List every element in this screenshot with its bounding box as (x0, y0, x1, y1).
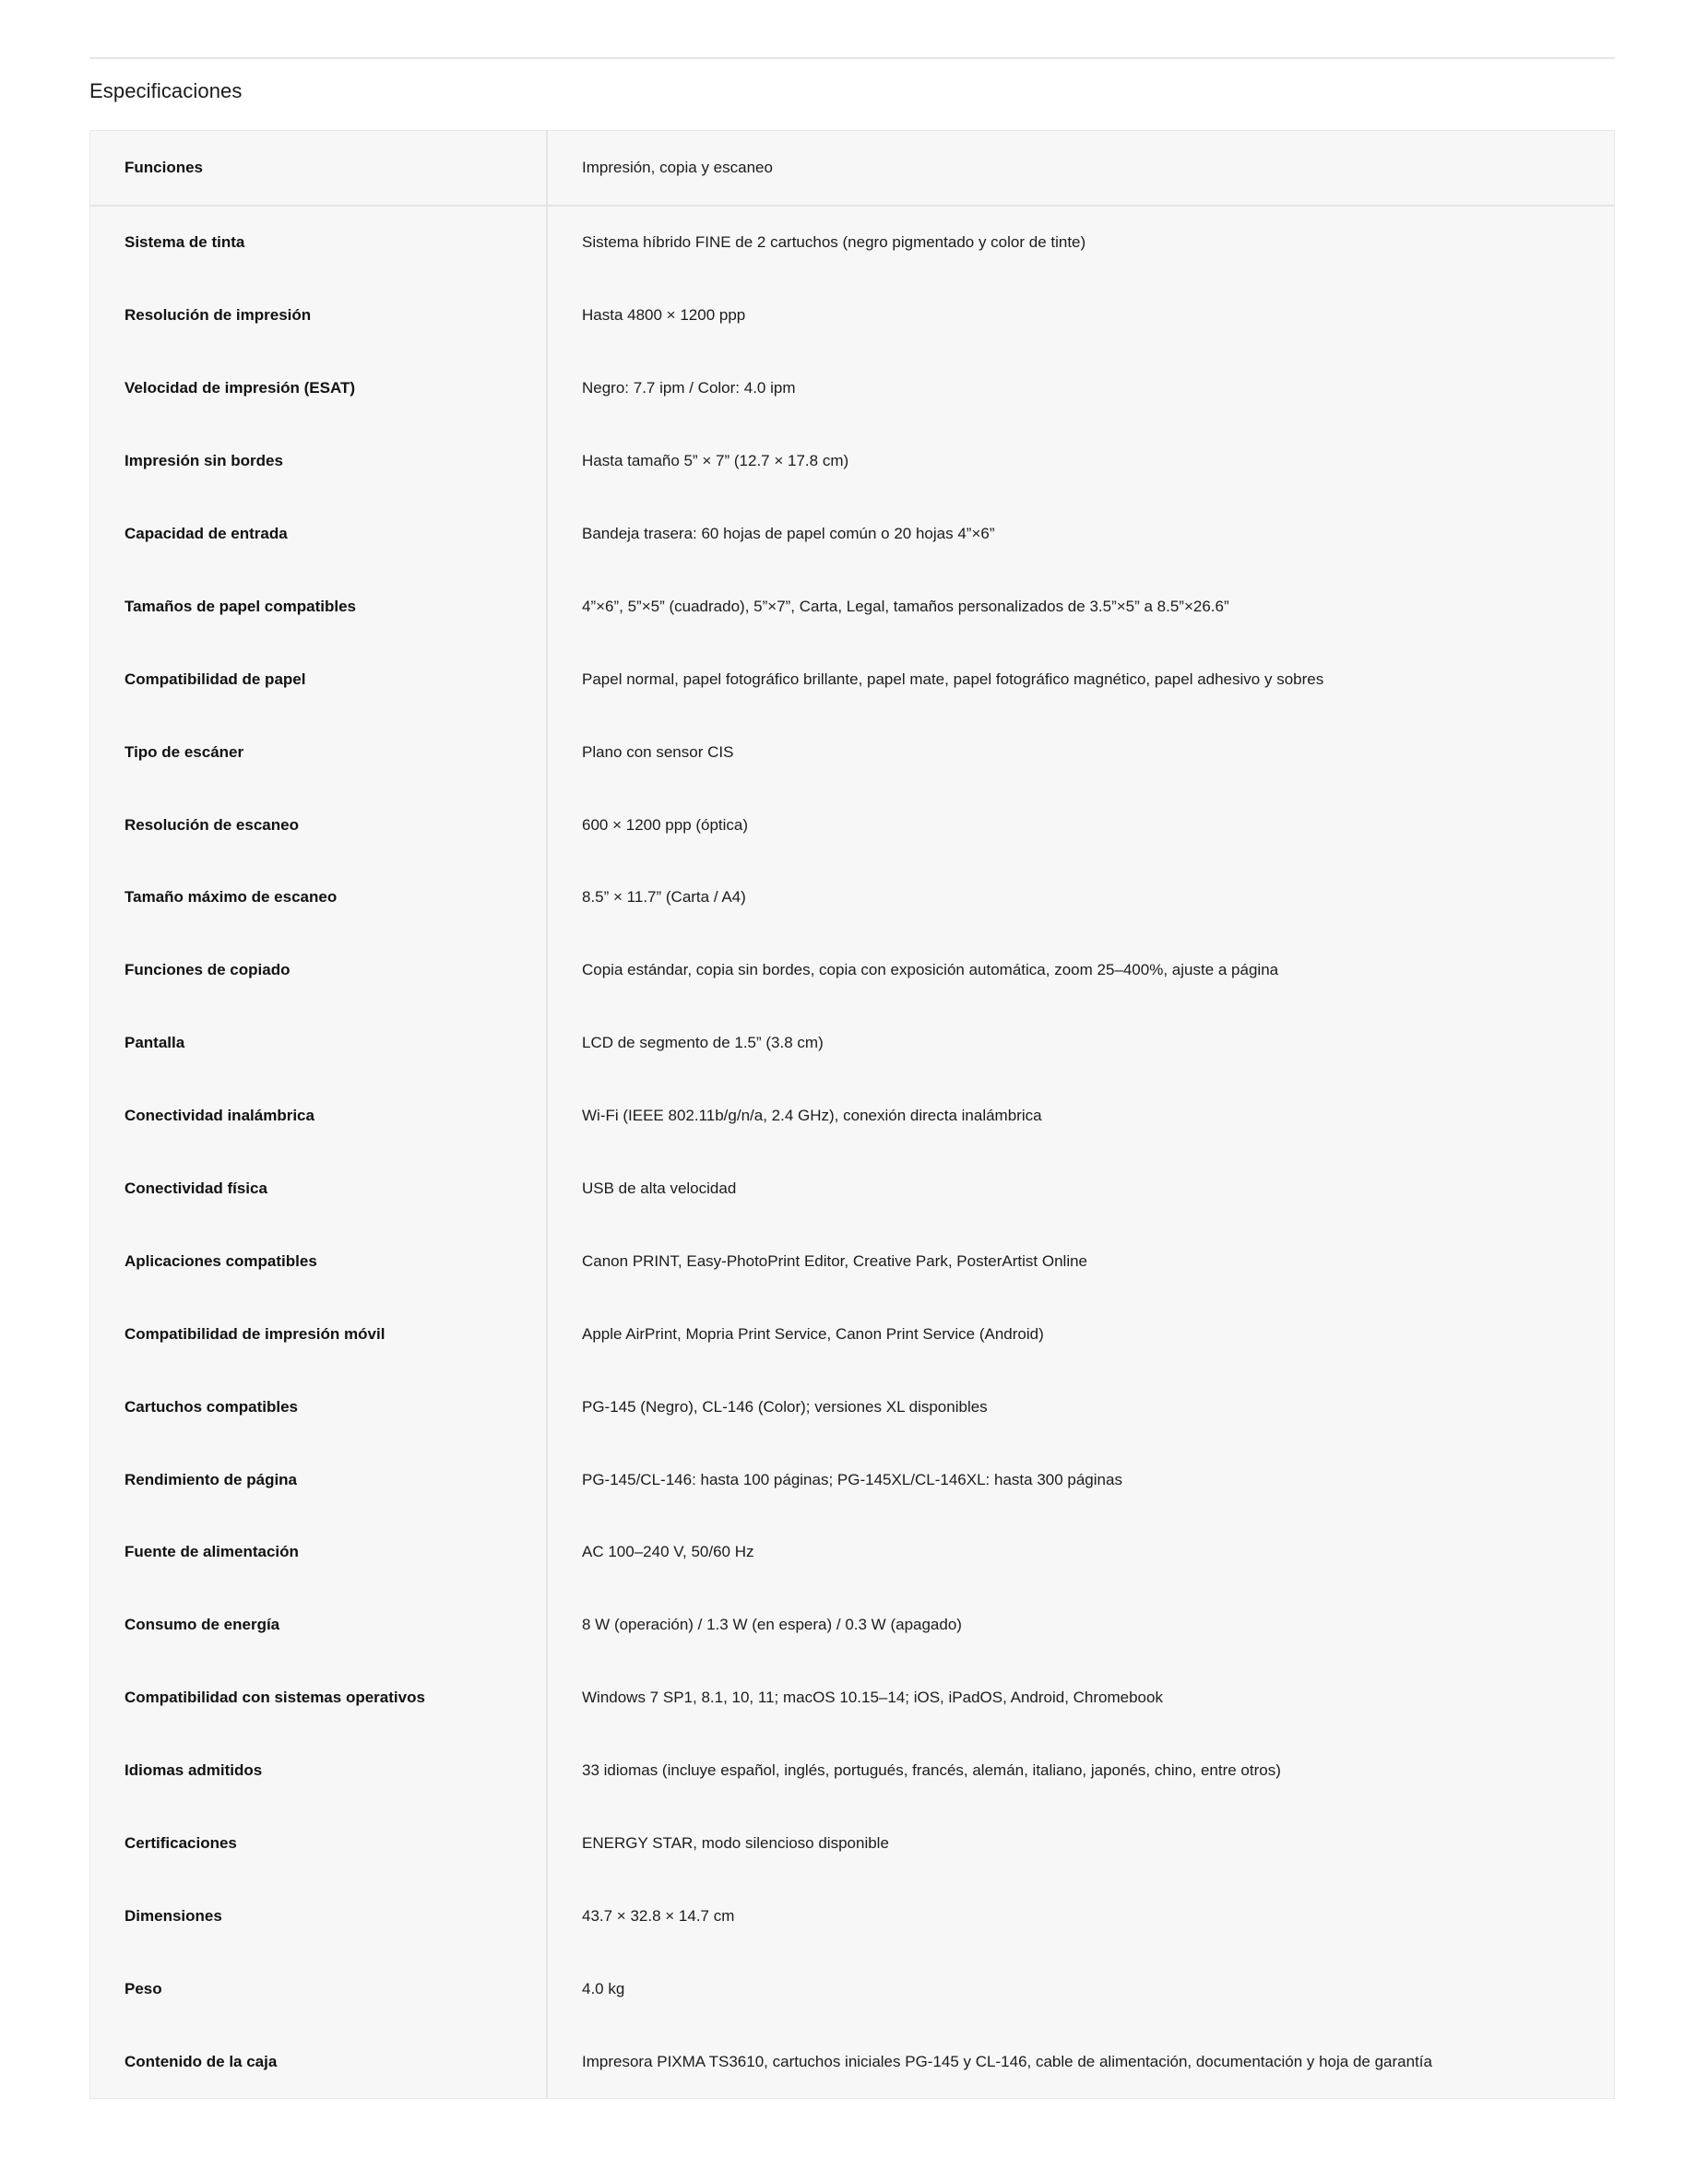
spec-row (90, 788, 1614, 861)
spec-label: Aplicaciones compatibles (90, 1225, 548, 1298)
spec-value: 43.7 × 32.8 × 14.7 cm (582, 1906, 735, 1925)
spec-value: USB de alta velocidad (582, 1179, 737, 1198)
spec-value: 600 × 1200 ppp (óptica) (582, 815, 749, 834)
spec-row (90, 1443, 1614, 1516)
spec-label: Pantalla (90, 1007, 548, 1080)
spec-label: Sistema de tinta (90, 207, 548, 279)
spec-label: Peso (90, 1952, 548, 2025)
spec-row (90, 1662, 1614, 1735)
spec-label: Contenido de la caja (90, 2025, 548, 2098)
spec-row (90, 131, 1614, 207)
spec-label: Funciones (90, 131, 548, 205)
spec-value: PG-145 (Negro), CL-146 (Color); versiones XL disponibles (582, 1397, 988, 1416)
spec-row (90, 643, 1614, 716)
spec-row (90, 1516, 1614, 1589)
spec-label: Consumo de energía (90, 1589, 548, 1662)
spec-row (90, 2025, 1614, 2098)
spec-label: Cartuchos compatibles (90, 1370, 548, 1443)
spec-value: Plano con sensor CIS (582, 742, 734, 761)
spec-value: Copia estándar, copia sin bordes, copia con exposición automática, zoom 25–400%, ajuste a página (582, 961, 1279, 979)
specifications-table (89, 130, 1615, 2099)
spec-label: Capacidad de entrada (90, 498, 548, 571)
spec-value: 4.0 kg (582, 1979, 625, 1997)
spec-value: Windows 7 SP1, 8.1, 10, 11; macOS 10.15–14; iOS, iPadOS, Android, Chromebook (582, 1689, 1163, 1707)
spec-value: Negro: 7.7 ipm / Color: 4.0 ipm (582, 379, 796, 397)
spec-value: Impresión, copia y escaneo (582, 159, 773, 176)
spec-row (90, 1808, 1614, 1880)
spec-row (90, 1080, 1614, 1153)
spec-value: LCD de segmento de 1.5” (3.8 cm) (582, 1034, 824, 1052)
spec-label: Funciones de copiado (90, 934, 548, 1007)
spec-value: PG-145/CL-146: hasta 100 páginas; PG-145XL/CL-146XL: hasta 300 páginas (582, 1470, 1122, 1488)
spec-row (90, 570, 1614, 643)
spec-value: Sistema híbrido FINE de 2 cartuchos (negro pigmentado y color de tinte) (582, 233, 1086, 252)
spec-value: Papel normal, papel fotográfico brillante, papel mate, papel fotográfico magnético, papel adhesivo y sobres (582, 670, 1324, 688)
spec-label: Certificaciones (90, 1808, 548, 1880)
spec-label: Compatibilidad con sistemas operativos (90, 1662, 548, 1735)
spec-row (90, 861, 1614, 934)
spec-label: Impresión sin bordes (90, 425, 548, 498)
spec-label: Velocidad de impresión (ESAT) (90, 352, 548, 425)
spec-row (90, 1225, 1614, 1298)
spec-row (90, 498, 1614, 571)
spec-label: Fuente de alimentación (90, 1516, 548, 1589)
spec-label: Dimensiones (90, 1879, 548, 1952)
spec-value: Canon PRINT, Easy-PhotoPrint Editor, Creative Park, PosterArtist Online (582, 1251, 1088, 1270)
spec-label: Tipo de escáner (90, 716, 548, 788)
spec-value: Bandeja trasera: 60 hojas de papel común o 20 hojas 4”×6” (582, 525, 995, 542)
spec-value: 8.5” × 11.7” (Carta / A4) (582, 888, 746, 907)
spec-label: Rendimiento de página (90, 1443, 548, 1516)
spec-value: AC 100–240 V, 50/60 Hz (582, 1543, 754, 1561)
spec-value: Hasta tamaño 5” × 7” (12.7 × 17.8 cm) (582, 452, 849, 470)
spec-row (90, 1007, 1614, 1080)
spec-label: Tamaño máximo de escaneo (90, 861, 548, 934)
spec-row (90, 934, 1614, 1007)
spec-label: Compatibilidad de impresión móvil (90, 1298, 548, 1370)
spec-label: Tamaños de papel compatibles (90, 570, 548, 643)
spec-row (90, 425, 1614, 498)
spec-row (90, 207, 1614, 279)
spec-row (90, 352, 1614, 425)
spec-value: 4”×6”, 5”×5” (cuadrado), 5”×7”, Carta, Legal, tamaños personalizados de 3.5”×5” a 8.5”×26.6” (582, 597, 1229, 615)
spec-label: Resolución de impresión (90, 279, 548, 352)
spec-row (90, 1879, 1614, 1952)
spec-row (90, 1298, 1614, 1370)
spec-value: 8 W (operación) / 1.3 W (en espera) / 0.3 W (apagado) (582, 1616, 962, 1634)
spec-value: Hasta 4800 × 1200 ppp (582, 306, 746, 325)
spec-value: Wi-Fi (IEEE 802.11b/g/n/a, 2.4 GHz), conexión directa inalámbrica (582, 1107, 1042, 1125)
section-title: Especificaciones (89, 79, 243, 102)
spec-label: Resolución de escaneo (90, 788, 548, 861)
spec-row (90, 716, 1614, 788)
spec-row (90, 1153, 1614, 1226)
spec-label: Conectividad inalámbrica (90, 1080, 548, 1153)
spec-row (90, 1589, 1614, 1662)
spec-value: ENERGY STAR, modo silencioso disponible (582, 1834, 889, 1853)
spec-label: Idiomas admitidos (90, 1735, 548, 1808)
spec-row (90, 279, 1614, 352)
spec-value: 33 idiomas (incluye español, inglés, portugués, francés, alemán, italiano, japonés, chino, entre otros) (582, 1761, 1281, 1780)
top-divider (89, 57, 1615, 59)
spec-value: Impresora PIXMA TS3610, cartuchos iniciales PG-145 y CL-146, cable de alimentación, documentación y hoja de garantía (582, 2052, 1432, 2070)
spec-label: Conectividad física (90, 1153, 548, 1226)
spec-row (90, 1952, 1614, 2025)
spec-row (90, 1370, 1614, 1443)
spec-row (90, 1735, 1614, 1808)
spec-label: Compatibilidad de papel (90, 643, 548, 716)
spec-value: Apple AirPrint, Mopria Print Service, Canon Print Service (Android) (582, 1324, 1044, 1343)
